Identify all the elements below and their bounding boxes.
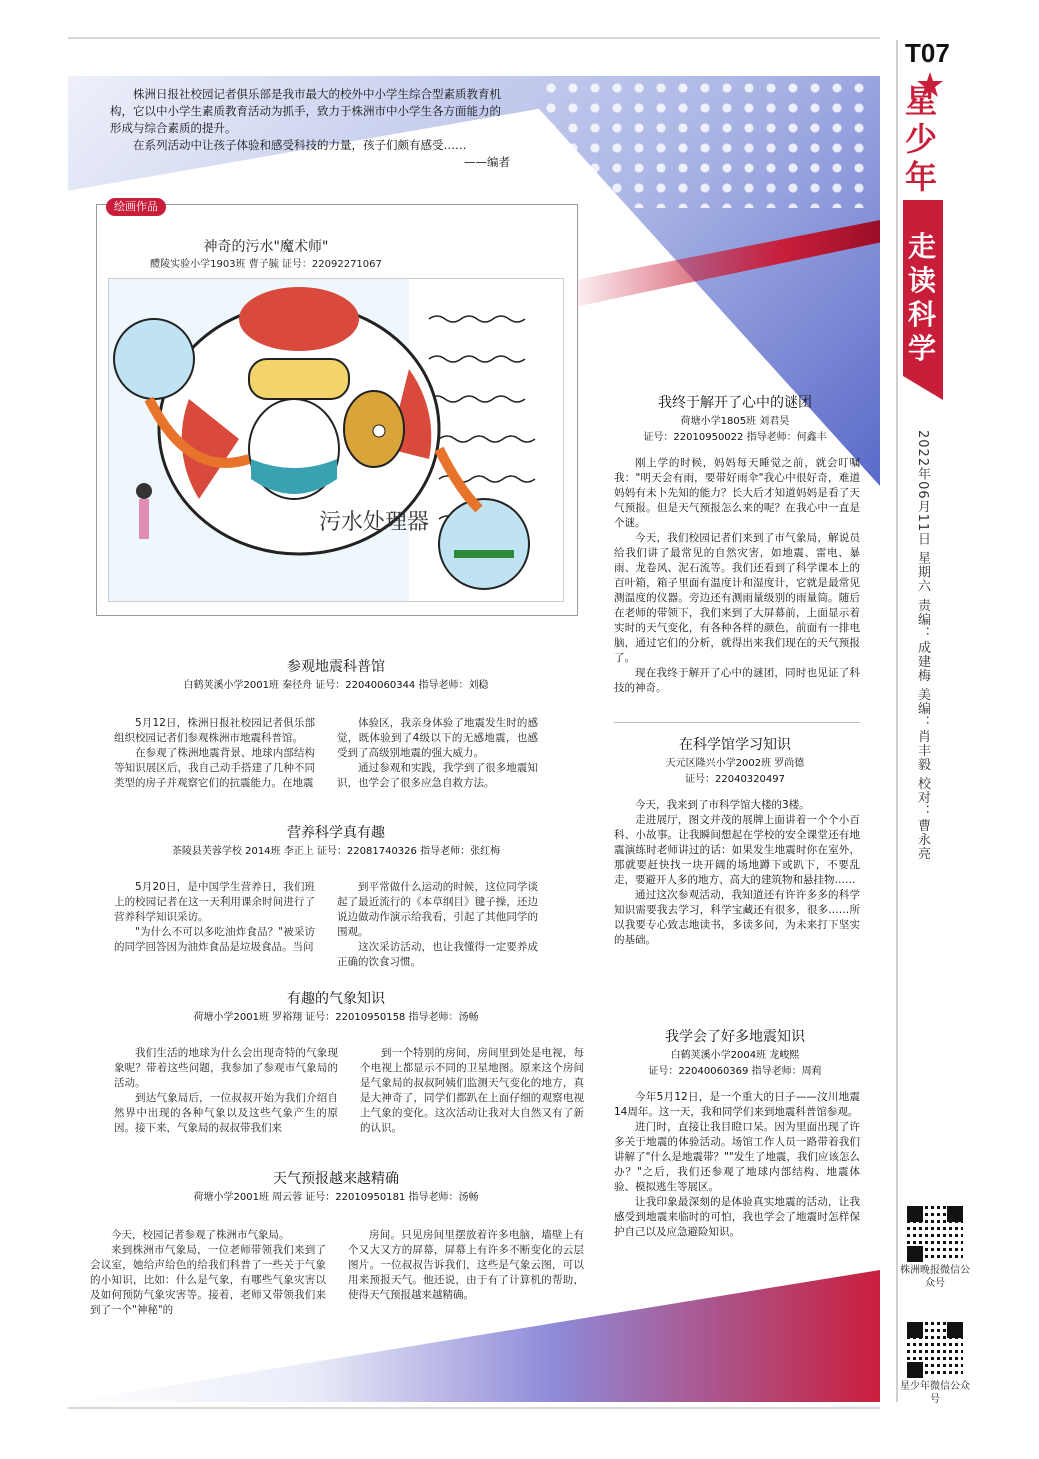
editor-intro	[110, 86, 510, 171]
article-paragraph: 走进展厅，图文并茂的展牌上面讲着一个个小百科、小故事。让我瞬间想起在学校的安全课堂还有地震演练时老师讲过的话：如果发生地震时你在室外，那就要赶快找一块开阔的场地蹲下或趴下，不要乱走，要避开人多的地方、高大的建筑物和悬挂物……	[614, 814, 860, 886]
editor-signature: ——编者	[464, 155, 510, 169]
article-column	[337, 716, 538, 796]
qr-caption: 星少年微信公众号	[900, 1381, 970, 1405]
top-rule	[68, 37, 880, 39]
article-paragraph: 今天，我来到了市科学馆大楼的3楼。	[635, 799, 810, 811]
dot-pattern-decoration	[540, 78, 870, 208]
article-paragraph: "为什么不可以多吃油炸食品？"被采访的同学回答因为油炸食品是垃圾食品。当问	[114, 926, 315, 953]
article-paragraph: 在参观了株洲地震背景、地球内部结构等知识展区后，我自己动手搭建了几种不同类型的房子并观察它们的抗震能力。在地震	[114, 747, 315, 789]
article-paragraph: 今年5月12日，是一个重大的日子——汶川地震14周年。这一天，我和同学们来到地震科普馆参观。	[614, 1091, 860, 1118]
painting-illustration	[109, 279, 564, 602]
article-column	[114, 716, 315, 796]
article-paragraph: 现在我终于解开了心中的谜团，同时也见证了科技的神奇。	[614, 667, 860, 694]
article-paragraph: 刚上学的时候，妈妈每天睡觉之前，就会叮嘱我："明天会有雨，要带好雨伞"我心中很好奇，难道妈妈有未卜先知的能力？长大后才知道妈妈是看了天气预报。但是天气预报怎么来的呢？在我心中一直是个谜。	[614, 457, 860, 529]
article-title: 天气预报越来越精确	[273, 1171, 399, 1187]
article-title: 我终于解开了心中的谜团	[658, 395, 812, 411]
article-paragraph: 房间。只见房间里摆放着许多电脑，墙壁上有个又大又方的屏幕，屏幕上有许多不断变化的云层图片。一位叔叔告诉我们，这些是气象云图，可以用来预报天气。他还说，由于有了计算机的帮助，使得天气预报越来越精确。	[348, 1229, 584, 1301]
article-paragraph: 我们生活的地球为什么会出现奇特的气象现象呢？带着这些问题，我参加了参观市气象局的活动。	[114, 1047, 338, 1089]
article-column	[348, 1228, 584, 1338]
article-column	[90, 1228, 326, 1338]
article-byline: 白鹤荚溪小学2001班 秦径舟 证号：22040060344 指导老师：刘稳	[183, 680, 489, 691]
article-byline: 证号：22040320497	[685, 774, 785, 785]
article-paragraph: 进门时，直接让我目瞪口呆。因为里面出现了许多关于地震的体验活动。场馆工作人员一路带着我们讲解了"什么是地震带？""发生了地震，我们应该怎么办？"之后，我们还参观了地球内部结构、地震体验、模拟逃生等展区。	[614, 1121, 860, 1193]
article-paragraph: 5月20日，是中国学生营养日，我们班上的校园记者在这一天利用课余时间进行了营养科学知识采访。	[114, 881, 315, 923]
article-byline: 证号：22040060369 指导老师：周莉	[648, 1066, 822, 1077]
article-paragraph: 来到株洲市气象局，一位老师带领我们来到了会议室，她给声给色的给我们科普了一些关于气象的小知识，比如：什么是气象，有哪些气象灾害以及如何预防气象灾害等。接着，老师又带领我们来到了一个"神秘"的	[90, 1244, 326, 1316]
article-body	[614, 456, 860, 696]
article-column	[360, 1046, 584, 1142]
article-body	[614, 1090, 860, 1240]
article-byline: 荷塘小学2001班 罗裕翔 证号：22010950158 指导老师：汤畅	[193, 1012, 479, 1023]
article-paragraph: 体验区，我亲身体验了地震发生时的感觉，既体验到了4级以下的无感地震，也感受到了高级别地震的强大威力。	[337, 717, 538, 759]
article-paragraph: 让我印象最深刻的是体验真实地震的活动，让我感受到地震来临时的可怕，我也学会了地震时怎样保护自己以及应急避险知识。	[614, 1196, 860, 1238]
children-painting	[108, 278, 564, 602]
article-paragraph: 这次采访活动，也让我懂得一定要养成正确的饮食习惯。	[337, 941, 538, 968]
bottom-rule	[68, 1407, 880, 1409]
section-divider	[614, 722, 860, 723]
page-number: T07	[905, 38, 950, 68]
category-tag: 绘画作品	[106, 198, 166, 216]
article-byline: 证号：22010950022 指导老师：何鑫丰	[643, 432, 827, 443]
qr-code-icon[interactable]	[907, 1322, 963, 1378]
article-paragraph: 5月12日，株洲日报社校园记者俱乐部组织校园记者们参观株洲市地震科普馆。	[114, 717, 315, 744]
article-byline: 荷塘小学1805班 刘君昊	[680, 416, 790, 427]
article-title: 我学会了好多地震知识	[665, 1029, 805, 1045]
article-column	[337, 880, 538, 968]
rail-divider	[896, 40, 898, 1402]
article-column	[114, 880, 315, 960]
intro-paragraph: 株洲日报社校园记者俱乐部是我市最大的校外中小学生综合型素质教育机构，它以中小学生素质教育活动为抓手，致力于株洲市中小学生各方面能力的形成与综合素质的提升。	[110, 87, 501, 135]
section-title: 走读科学	[908, 230, 937, 365]
brand-logo: 星少年	[905, 82, 938, 196]
article-title: 营养科学真有趣	[287, 825, 385, 841]
painting-title: 神奇的污水"魔术师"	[203, 239, 329, 255]
article-paragraph: 今天，校园记者参观了株洲市气象局。	[111, 1229, 290, 1241]
article-paragraph: 今天，我们校园记者们来到了市气象局，解说员给我们讲了最常见的自然灾害，如地震、雷电、暴雨、龙卷风、泥石流等。我们还看到了科学课本上的百叶箱，箱子里面有温度计和湿度计，它就是最常见测温度的仪器。旁边还有测雨量级别的雨量筒。随后在老师的带领下，我们来到了大屏幕前，上面显示着实时的天气变化，有各种各样的颜色，前面有一排电脑，通过它们的分析，就得出来我们现在的天气预报了。	[614, 532, 860, 664]
article-byline: 茶陵县芙蓉学校 2014班 李正上 证号：22081740326 指导老师：张红梅	[171, 846, 501, 857]
article-body	[114, 880, 538, 968]
article-byline: 荷塘小学2001班 周云蓉 证号：22010950181 指导老师：汤畅	[193, 1192, 479, 1203]
article-byline: 天元区隆兴小学2002班 罗尚德	[665, 758, 805, 769]
intro-paragraph: 在系列活动中让孩子体验和感受科技的力量，孩子们颇有感受……	[133, 138, 467, 152]
article-title: 参观地震科普馆	[287, 659, 385, 675]
article-column	[114, 1046, 338, 1142]
article-body	[114, 1046, 584, 1142]
article-paragraph: 到一个特别的房间，房间里到处是电视，每个电视上都显示不同的卫星地图。原来这个房间是气象局的叔叔阿姨们监测天气变化的地方，真是大神奇了，同学们都趴在上面仔细的观察电视上气象的变化。这次活动让我对大自然又有了新的认识。	[360, 1047, 584, 1134]
article-body	[114, 716, 538, 796]
painting-caption: 污水处理器	[319, 510, 430, 535]
painting-byline: 醴陵实验小学1903班 曹子毓 证号：22092271067	[150, 259, 382, 270]
article-paragraph: 通过这次参观活动，我知道还有许许多多的科学知识需要我去学习，科学宝藏还有很多，很多……所以我要专心致志地读书，多读多问，为未来打下坚实的基础。	[614, 889, 860, 946]
article-title: 有趣的气象知识	[287, 991, 385, 1007]
qr-caption: 株洲晚报微信公众号	[900, 1265, 970, 1289]
qr-code-icon[interactable]	[907, 1206, 963, 1262]
article-byline: 白鹤荚溪小学2004班 龙峻熙	[670, 1050, 800, 1061]
article-paragraph: 到平常做什么运动的时候，这位同学谈起了最近流行的《本草纲目》毽子操，还边说边做动作演示给我看，引起了其他同学的围观。	[337, 881, 538, 938]
article-paragraph: 到达气象局后，一位叔叔开始为我们介绍自然界中出现的各种气象以及这些气象产生的原因。接下来，气象局的叔叔带我们来	[114, 1092, 338, 1134]
article-body	[90, 1228, 584, 1338]
article-body	[614, 798, 860, 948]
dateline: 2022年06月11日 星期六 责编：成建梅 美编：肖丰毅 校对：曹永亮	[915, 430, 930, 861]
article-paragraph: 通过参观和实践，我学到了很多地震知识，也学会了很多应急自救方法。	[337, 762, 538, 789]
article-title: 在科学馆学习知识	[679, 737, 791, 753]
